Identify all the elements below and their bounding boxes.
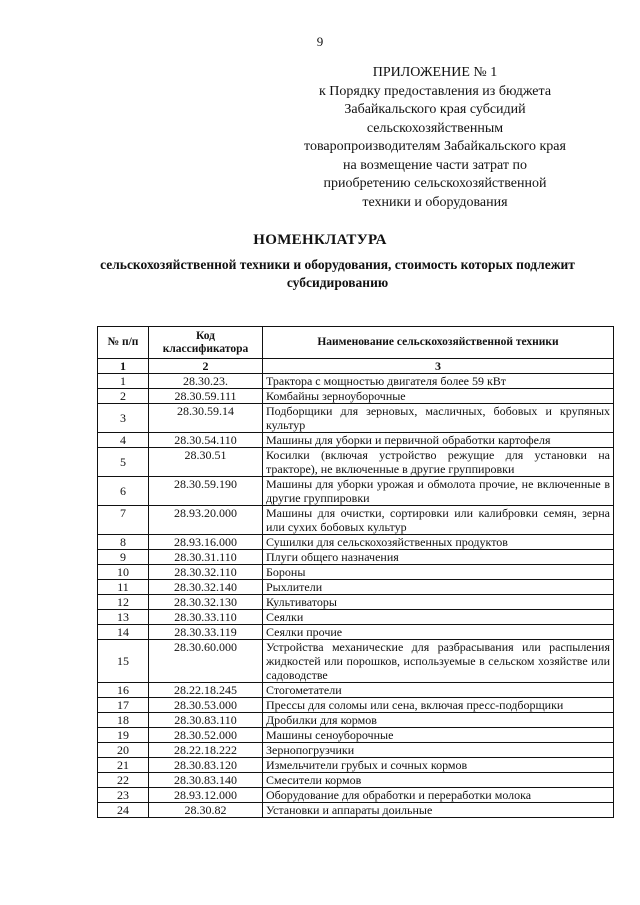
table-row	[98, 433, 614, 448]
table-row	[98, 728, 614, 743]
row-number: 7	[98, 506, 149, 535]
row-number: 2	[98, 389, 149, 404]
row-name: Косилки (включая устройство режущие для установки на тракторе), не включенные в другие группировки	[263, 448, 614, 477]
row-number: 21	[98, 758, 149, 773]
row-name: Сеялки прочие	[263, 625, 614, 640]
appendix-line: техники и оборудования	[362, 194, 508, 210]
row-name: Машины сеноуборочные	[263, 728, 614, 743]
row-name: Машины для уборки и первичной обработки картофеля	[263, 433, 614, 448]
row-name: Подборщики для зерновых, масличных, бобовых и крупяных культур	[263, 404, 614, 433]
table-row	[98, 758, 614, 773]
table-row	[98, 550, 614, 565]
row-code: 28.30.32.110	[149, 565, 263, 580]
row-number: 15	[98, 640, 149, 683]
row-number: 8	[98, 535, 149, 550]
row-name: Стогометатели	[263, 683, 614, 698]
row-code: 28.22.18.245	[149, 683, 263, 698]
row-code: 28.30.60.000	[149, 640, 263, 683]
row-name: Оборудование для обработки и переработки молока	[263, 788, 614, 803]
row-code: 28.30.53.000	[149, 698, 263, 713]
row-name: Машины для очистки, сортировки или калибровки семян, зерна или сухих бобовых культур	[263, 506, 614, 535]
appendix-line: Забайкальского края субсидий	[344, 102, 526, 117]
row-code: 28.30.59.111	[149, 389, 263, 404]
header-name: Наименование сельскохозяйственной техники	[263, 327, 614, 359]
row-name: Сеялки	[263, 610, 614, 625]
row-number: 19	[98, 728, 149, 743]
column-number: 1	[98, 359, 149, 374]
header-code: Код классификатора	[149, 327, 263, 359]
row-name: Дробилки для кормов	[263, 713, 614, 728]
document-subtitle: сельскохозяйственной техники и оборудования, стоимость которых подлежит субсидированию	[100, 257, 575, 290]
table-row	[98, 773, 614, 788]
table-row	[98, 389, 614, 404]
row-number: 1	[98, 374, 149, 389]
row-number: 16	[98, 683, 149, 698]
row-number: 13	[98, 610, 149, 625]
row-code: 28.30.51	[149, 448, 263, 477]
table-row	[98, 477, 614, 506]
row-code: 28.30.83.110	[149, 713, 263, 728]
appendix-line: ПРИЛОЖЕНИЕ № 1	[372, 65, 498, 80]
row-code: 28.30.23.	[149, 374, 263, 389]
appendix-header	[300, 64, 570, 212]
table-row	[98, 640, 614, 683]
table-row	[98, 535, 614, 550]
row-name: Машины для уборки урожая и обмолота прочие, не включенные в другие группировки	[263, 477, 614, 506]
nomenclature-table	[97, 326, 614, 818]
row-code: 28.93.16.000	[149, 535, 263, 550]
row-code: 28.30.33.119	[149, 625, 263, 640]
row-number: 14	[98, 625, 149, 640]
table-row	[98, 698, 614, 713]
appendix-line: приобретению сельскохозяйственной	[323, 176, 547, 191]
row-name: Измельчители грубых и сочных кормов	[263, 758, 614, 773]
table-row	[98, 625, 614, 640]
row-code: 28.30.54.110	[149, 433, 263, 448]
table-row	[98, 580, 614, 595]
row-code: 28.30.32.140	[149, 580, 263, 595]
table-row	[98, 374, 614, 389]
appendix-line: товаропроизводителям Забайкальского края	[304, 139, 566, 154]
row-number: 12	[98, 595, 149, 610]
row-code: 28.30.59.14	[149, 404, 263, 433]
column-number: 3	[263, 359, 614, 374]
table-row	[98, 803, 614, 818]
row-name: Комбайны зерноуборочные	[263, 389, 614, 404]
row-number: 9	[98, 550, 149, 565]
row-number: 17	[98, 698, 149, 713]
row-number: 10	[98, 565, 149, 580]
row-number: 24	[98, 803, 149, 818]
row-name: Смесители кормов	[263, 773, 614, 788]
header-number: № п/п	[98, 327, 149, 359]
table-row	[98, 448, 614, 477]
row-code: 28.30.33.110	[149, 610, 263, 625]
row-code: 28.22.18.222	[149, 743, 263, 758]
table-row	[98, 565, 614, 580]
table-row	[98, 713, 614, 728]
row-code: 28.30.59.190	[149, 477, 263, 506]
row-name: Сушилки для сельскохозяйственных продуктов	[263, 535, 614, 550]
row-name: Установки и аппараты доильные	[263, 803, 614, 818]
table-row	[98, 683, 614, 698]
row-name: Трактора с мощностью двигателя более 59 кВт	[263, 374, 614, 389]
appendix-line: сельскохозяйственным	[366, 120, 504, 136]
row-number: 23	[98, 788, 149, 803]
row-name: Рыхлители	[263, 580, 614, 595]
table-row	[98, 595, 614, 610]
row-number: 18	[98, 713, 149, 728]
row-code: 28.30.31.110	[149, 550, 263, 565]
row-name: Бороны	[263, 565, 614, 580]
row-code: 28.30.32.130	[149, 595, 263, 610]
row-number: 22	[98, 773, 149, 788]
table-row	[98, 610, 614, 625]
row-number: 6	[98, 477, 149, 506]
row-number: 4	[98, 433, 149, 448]
row-name: Устройства механические для разбрасывания или распыления жидкостей или порошков, используемые в сельском хозяйстве или садоводстве	[263, 640, 614, 683]
column-number-row	[98, 359, 614, 374]
column-number: 2	[149, 359, 263, 374]
row-code: 28.30.83.120	[149, 758, 263, 773]
row-name: Плуги общего назначения	[263, 550, 614, 565]
row-number: 20	[98, 743, 149, 758]
row-name: Зернопогрузчики	[263, 743, 614, 758]
row-code: 28.30.83.140	[149, 773, 263, 788]
document-title: НОМЕНКЛАТУРА	[253, 232, 387, 248]
table-row	[98, 404, 614, 433]
page-number: 9	[316, 34, 324, 49]
row-number: 5	[98, 448, 149, 477]
row-name: Культиваторы	[263, 595, 614, 610]
row-code: 28.30.82	[149, 803, 263, 818]
row-code: 28.93.12.000	[149, 788, 263, 803]
table-row	[98, 743, 614, 758]
table-row	[98, 788, 614, 803]
appendix-line: на возмещение части затрат по	[342, 157, 528, 173]
row-code: 28.30.52.000	[149, 728, 263, 743]
appendix-line: к Порядку предоставления из бюджета	[318, 83, 552, 99]
table-header-row	[98, 327, 614, 359]
row-number: 3	[98, 404, 149, 433]
table-row	[98, 506, 614, 535]
row-code: 28.93.20.000	[149, 506, 263, 535]
row-name: Прессы для соломы или сена, включая пресс-подборщики	[263, 698, 614, 713]
row-number: 11	[98, 580, 149, 595]
